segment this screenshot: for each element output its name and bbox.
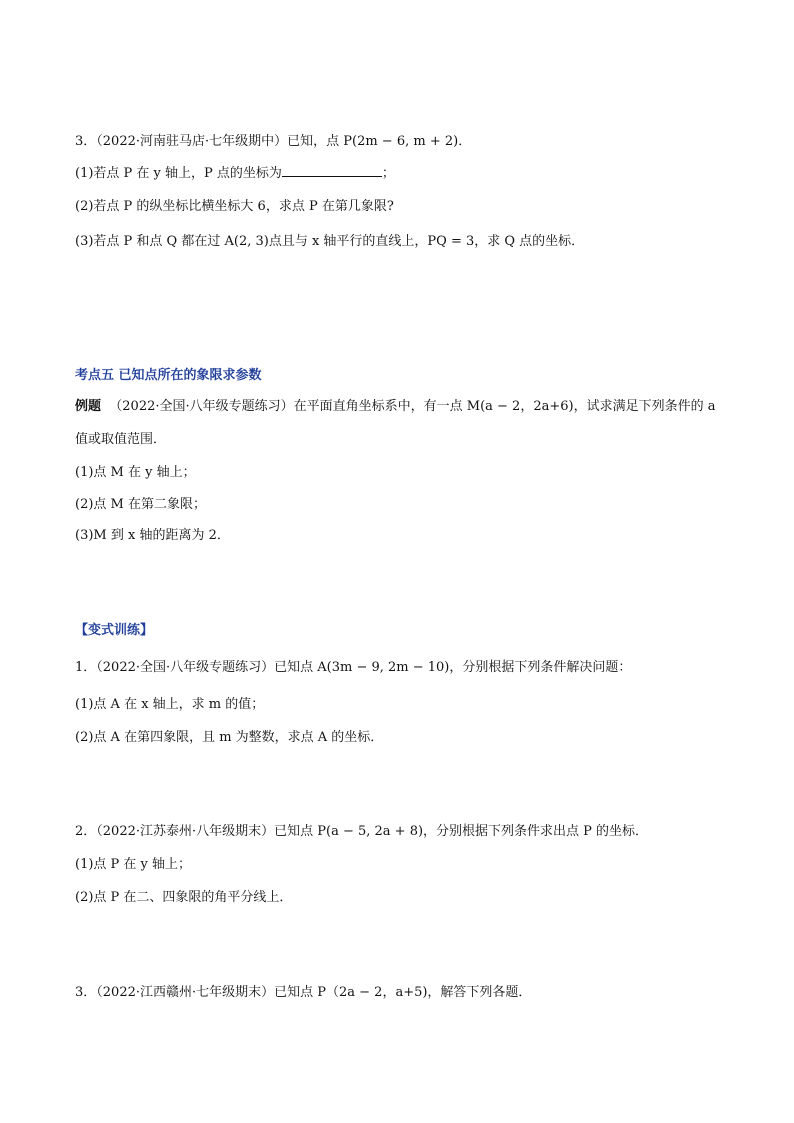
question-3-part-1 (75, 164, 395, 183)
example-continuation: 值或取值范围． (75, 432, 167, 447)
practice-q1-part-2: (2)点 A 在第四象限，且 m 为整数，求点 A 的坐标． (75, 730, 384, 745)
practice-q1-part-1: (1)点 A 在 x 轴上，求 m 的值； (75, 697, 265, 712)
example-line (75, 398, 715, 416)
question-3-part-1-end: ； (381, 166, 395, 181)
question-3-stem: 3．（2022·河南驻马店·七年级期中）已知，点 P(2m − 6, m + 2)． (75, 134, 472, 149)
question-3-part-3: (3)若点 P 和点 Q 都在过 A(2, 3)点且与 x 轴平行的直线上，PQ = 3，求 Q 点的坐标． (75, 234, 585, 249)
question-3-part-1-text: (1)若点 P 在 y 轴上，P 点的坐标为 (75, 166, 282, 181)
example-part-1: (1)点 M 在 y 轴上； (75, 465, 196, 480)
practice-q1-stem: 1．（2022·全国·八年级专题练习）已知点 A(3m − 9, 2m − 10)，分别根据下列条件解决问题： (75, 660, 632, 675)
practice-q2-part-2: (2)点 P 在二、四象限的角平分线上． (75, 890, 293, 905)
practice-q2-stem: 2．（2022·江苏泰州·八年级期末）已知点 P(a − 5, 2a + 8)，分别根据下列条件求出点 P 的坐标． (75, 824, 649, 839)
example-part-2: (2)点 M 在第二象限； (75, 497, 206, 512)
practice-title: 【变式训练】 (75, 623, 154, 638)
example-label: 例题 (75, 399, 102, 414)
practice-q3-stem: 3．（2022·江西赣州·七年级期末）已知点 P（2a − 2，a+5)，解答下列各题． (75, 985, 532, 1000)
example-part-3: (3)M 到 x 轴的距离为 2． (75, 528, 230, 543)
section-title: 考点五 已知点所在的象限求参数 (75, 368, 262, 383)
practice-q2-part-1: (1)点 P 在 y 轴上； (75, 857, 192, 872)
answer-blank (282, 164, 382, 177)
question-3-part-2: (2)若点 P 的纵坐标比横坐标大 6，求点 P 在第几象限? (75, 199, 394, 214)
example-text: （2022·全国·八年级专题练习）在平面直角坐标系中，有一点 M(a − 2，2a+6)，试求满足下列条件的 a (109, 399, 716, 414)
